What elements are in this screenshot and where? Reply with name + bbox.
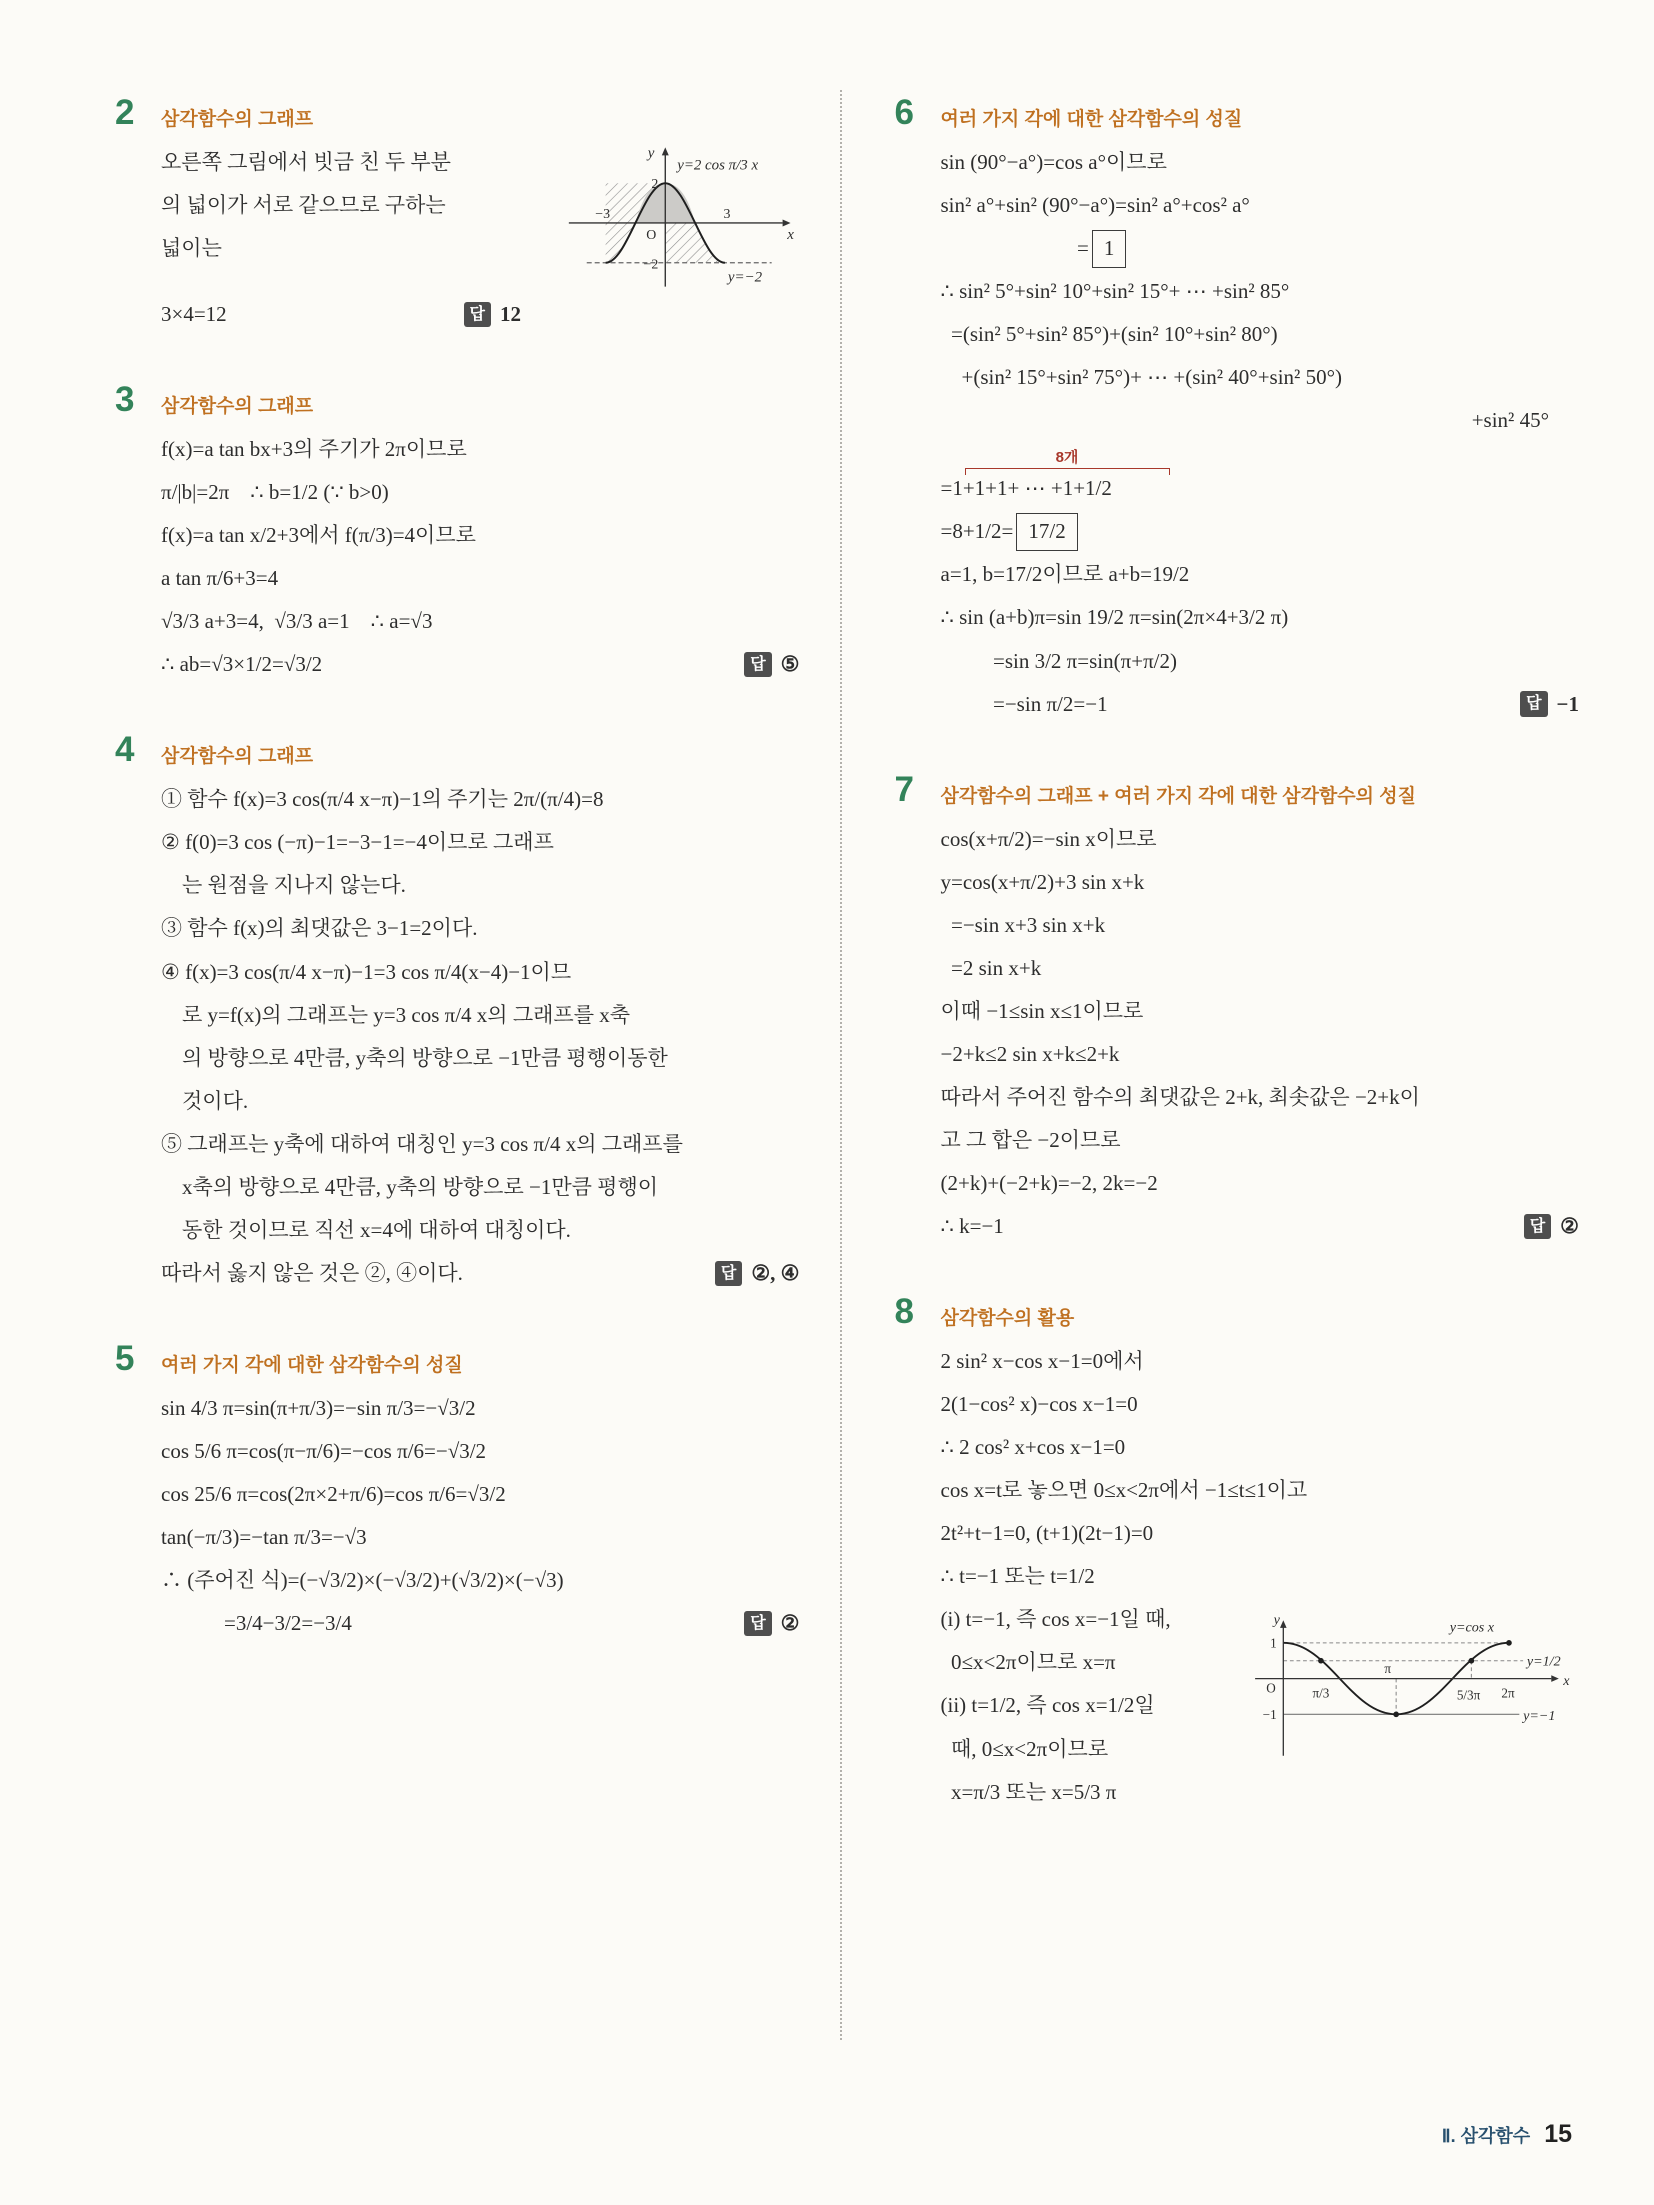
- column-divider: [840, 90, 842, 2040]
- solution-lines: [161, 428, 800, 643]
- math-line: =−sin x+3 sin x+k: [940, 912, 1106, 937]
- math-line: 의 방향으로 4만큼, y축의 방향으로 −1만큼 평행이동한: [161, 1045, 668, 1070]
- answer-badge: 답: [715, 1261, 742, 1286]
- problem-2: [115, 95, 800, 336]
- math-line: 2t²+t−1=0, (t+1)(2t−1)=0: [940, 1521, 1154, 1546]
- problem-number: 6: [894, 93, 914, 132]
- answer-value: ②, ④: [751, 1260, 800, 1285]
- tick-5pi-over-3: 5/3π: [1456, 1687, 1480, 1703]
- solution-lines: [161, 141, 541, 270]
- math-line: =sin 3/2 π=sin(π+π/2): [940, 648, 1178, 673]
- math-line: ① 함수 f(x)=3 cos(π/4 x−π)−1의 주기는 2π/(π/4)=8: [161, 787, 604, 812]
- overbrace-label: 8개: [1055, 449, 1079, 467]
- problem-header: [115, 732, 800, 768]
- answer-row: [161, 1252, 800, 1295]
- x-axis-label: x: [1562, 1673, 1569, 1690]
- math-line: 것이다.: [161, 1088, 249, 1113]
- problem-4: [115, 732, 800, 1295]
- boxed-equation: [941, 510, 1580, 553]
- tick-pi: π: [1383, 1661, 1391, 1677]
- boxed-value: 17/2: [1016, 513, 1077, 551]
- answer-value: −1: [1556, 691, 1579, 716]
- answer-value: ②: [780, 1611, 800, 1636]
- final-equation: 3×4=12: [161, 302, 227, 326]
- y-axis-label: y: [1273, 1612, 1280, 1629]
- final-equation: ∴ ab=√3×1/2=√3/2: [161, 652, 323, 677]
- answer-row: [941, 1205, 1580, 1248]
- intersection-dot: [1506, 1640, 1512, 1646]
- boxed-value: 1: [1092, 230, 1127, 268]
- answer-row: [941, 683, 1580, 726]
- math-line: 동한 것이므로 직선 x=4에 대하여 대칭이다.: [161, 1217, 571, 1242]
- problem-topic: 여러 가지 각에 대한 삼각함수의 성질: [940, 109, 1243, 130]
- problem8-cosine-graph: [1241, 1608, 1580, 1768]
- answer-badge: 답: [1524, 1214, 1551, 1239]
- problem-header: [115, 1338, 800, 1378]
- left-column: [115, 95, 800, 1860]
- answer-badge: 답: [464, 302, 491, 327]
- math-line: cos 25/6 π=cos(2π×2+π/6)=cos π/6=√3/2: [161, 1481, 506, 1506]
- problem-topic: 삼각함수의 그래프: [161, 396, 314, 418]
- y-axis-label: y: [647, 145, 655, 162]
- page-number: 15: [1544, 2120, 1572, 2148]
- math-line: y=cos(x+π/2)+3 sin x+k: [940, 869, 1145, 894]
- problem-number: 7: [894, 769, 914, 809]
- final-equation: 따라서 옳지 않은 것은 ②, ④이다.: [161, 1260, 463, 1285]
- math-line: 로 y=f(x)의 그래프는 y=3 cos π/4 x의 그래프를 x축: [161, 1002, 631, 1027]
- answer-badge: 답: [744, 1611, 771, 1636]
- problem-header: [895, 95, 1580, 131]
- math-line: 넓이는: [161, 236, 222, 261]
- intersection-dot: [1468, 1658, 1474, 1664]
- problem-topic: 삼각함수의 활용: [940, 1308, 1075, 1330]
- math-line: cos(x+π/2)=−sin x이므로: [940, 826, 1157, 851]
- curve-label: y=2 cos π/3 x: [677, 157, 759, 174]
- math-line: (i) t=−1, 즉 cos x=−1일 때,: [940, 1607, 1171, 1632]
- math-line: +(sin² 15°+sin² 75°)+ ⋯ +(sin² 40°+sin² 50°): [940, 365, 1342, 390]
- case-lines: [941, 1598, 1241, 1813]
- solution-lines: [941, 1340, 1580, 1598]
- math-line: 오른쪽 그림에서 빗금 친 두 부분: [161, 150, 451, 174]
- answer-value: ⑤: [780, 652, 800, 677]
- problem-number: 2: [115, 93, 135, 132]
- math-line: cos x=t로 놓으면 0≤x<2π에서 −1≤t≤1이고: [940, 1478, 1308, 1503]
- answer-row: [161, 1602, 800, 1645]
- answer: [744, 1611, 799, 1636]
- problem-6: [895, 95, 1580, 726]
- solution-lines: [941, 818, 1580, 1205]
- problem-topic: 삼각함수의 그래프: [161, 746, 314, 768]
- solution-lines: [941, 141, 1580, 227]
- problem-header: [115, 95, 800, 131]
- math-line: f(x)=a tan bx+3의 주기가 2π이므로: [161, 437, 467, 462]
- math-line: π/|b|=2π ∴ b=1/2 (∵ b>0): [161, 480, 389, 505]
- problem-body: [115, 141, 800, 336]
- math-line: ∴ 2 cos² x+cos x−1=0: [940, 1435, 1126, 1460]
- answer-row: [161, 293, 521, 336]
- problem-3: [115, 382, 800, 686]
- math-line: 2(1−cos² x)−cos x−1=0: [940, 1392, 1138, 1417]
- problem2-cosine-graph: [541, 141, 800, 293]
- math-line: (2+k)+(−2+k)=−2, 2k=−2: [940, 1170, 1158, 1195]
- math-line: =1+1+1+ ⋯ +1+1/2: [940, 476, 1112, 501]
- final-equation: =−sin π/2=−1: [940, 691, 1108, 716]
- ymin-tick-label: −2: [643, 257, 659, 273]
- math-line: ③ 함수 f(x)의 최댓값은 3−1=2이다.: [161, 916, 478, 941]
- math-line: (ii) t=1/2, 즉 cos x=1/2일: [940, 1693, 1155, 1718]
- final-equation: =3/4−3/2=−3/4: [161, 1611, 352, 1636]
- math-line: +sin² 45°: [1471, 408, 1549, 433]
- math-line: a=1, b=17/2이므로 a+b=19/2: [940, 562, 1190, 587]
- math-line: x=π/3 또는 x=5/3 π: [940, 1779, 1117, 1804]
- math-line: ∴ sin² 5°+sin² 10°+sin² 15°+ ⋯ +sin² 85°: [940, 279, 1290, 304]
- problem-number: 5: [115, 1338, 135, 1378]
- math-line: =(sin² 5°+sin² 85°)+(sin² 10°+sin² 80°): [940, 322, 1278, 347]
- math-line: 이때 −1≤sin x≤1이므로: [940, 998, 1144, 1023]
- math-line: 의 넓이가 서로 같으므로 구하는: [161, 193, 446, 218]
- math-line: 0≤x<2π이므로 x=π: [940, 1650, 1116, 1675]
- problem-body: [115, 1387, 800, 1645]
- math-line: 는 원점을 지나지 않는다.: [161, 873, 406, 898]
- x-axis-arrow-icon: [1551, 1676, 1559, 1683]
- problem-number: 4: [115, 730, 135, 770]
- tick-2pi: 2π: [1500, 1685, 1515, 1701]
- problem-body: [895, 1340, 1580, 1814]
- solution-lines: [161, 1387, 800, 1602]
- answer-value: 12: [500, 302, 521, 327]
- equation-text: =8+1/2=: [940, 519, 1014, 544]
- problem-body: [115, 778, 800, 1295]
- problem-topic: 삼각함수의 그래프: [161, 109, 314, 130]
- math-line: −2+k≤2 sin x+k≤2+k: [940, 1041, 1120, 1066]
- math-line: sin (90°−a°)=cos a°이므로: [940, 150, 1167, 174]
- final-equation: ∴ k=−1: [940, 1214, 1004, 1239]
- problem-topic: 여러 가지 각에 대한 삼각함수의 성질: [161, 1354, 463, 1376]
- answer: [1520, 691, 1579, 716]
- boxed-equation: [941, 227, 1580, 270]
- answer: [715, 1261, 800, 1286]
- answer: [744, 652, 799, 677]
- math-line: f(x)=a tan x/2+3에서 f(π/3)=4이므로: [161, 523, 476, 548]
- problem-number: 3: [115, 380, 135, 420]
- problem-body: [115, 428, 800, 686]
- answer: [464, 302, 521, 327]
- problem-header: [894, 769, 1580, 809]
- cases-and-graph-row: [941, 1598, 1580, 1813]
- y-axis-arrow-icon: [662, 147, 669, 155]
- math-line: ∴ t=−1 또는 t=1/2: [940, 1564, 1095, 1589]
- math-line: 고 그 합은 −2이므로: [940, 1127, 1121, 1152]
- neg-line-label: y=−1: [1522, 1708, 1555, 1725]
- answer-value: ②: [1560, 1214, 1579, 1239]
- math-line: ② f(0)=3 cos (−π)−1=−3−1=−4이므로 그래프: [161, 830, 554, 855]
- xpos-tick-label: 3: [723, 206, 731, 222]
- ymax-tick-label: 1: [1269, 1635, 1277, 1651]
- problem-header: [895, 1294, 1580, 1330]
- math-line: a tan π/6+3=4: [161, 566, 279, 591]
- problem-body: [895, 141, 1580, 726]
- problem-topic: 삼각함수의 그래프 + 여러 가지 각에 대한 삼각함수의 성질: [940, 785, 1416, 807]
- ymax-tick-label: 2: [651, 177, 659, 193]
- neg-line-label: y=−2: [727, 269, 763, 286]
- equation-text: =: [940, 236, 1089, 261]
- ymin-tick-label: −1: [1262, 1707, 1277, 1723]
- answer-badge: 답: [1520, 691, 1547, 716]
- math-line: ∴ (주어진 식)=(−√3/2)×(−√3/2)+(√3/2)×(−√3): [161, 1568, 564, 1593]
- math-line: 2 sin² x−cos x−1=0에서: [940, 1349, 1144, 1374]
- curve-label: y=cos x: [1449, 1619, 1494, 1636]
- math-line: tan(−π/3)=−tan π/3=−√3: [161, 1525, 367, 1550]
- problem-body: [895, 818, 1580, 1248]
- half-line-label: y=1/2: [1526, 1653, 1561, 1670]
- answer: [1524, 1214, 1579, 1239]
- x-axis-arrow-icon: [783, 219, 791, 226]
- origin-label: O: [1265, 1681, 1276, 1697]
- math-line: ④ f(x)=3 cos(π/4 x−π)−1=3 cos π/4(x−4)−1이므: [161, 959, 572, 984]
- problem-number: 8: [894, 1292, 914, 1332]
- intersection-dot: [1393, 1712, 1399, 1718]
- y-axis-arrow-icon: [1280, 1621, 1287, 1629]
- math-line: x축의 방향으로 4만큼, y축의 방향으로 −1만큼 평행이: [161, 1174, 659, 1199]
- text-and-graph-row: [161, 141, 800, 293]
- tick-pi-over-3: π/3: [1311, 1685, 1329, 1701]
- problem-7: [894, 769, 1580, 1248]
- math-line: cos 5/6 π=cos(π−π/6)=−cos π/6=−√3/2: [161, 1438, 487, 1463]
- origin-label: O: [646, 227, 657, 243]
- math-line: 따라서 주어진 함수의 최댓값은 2+k, 최솟값은 −2+k이: [940, 1084, 1420, 1109]
- math-line: ⑤ 그래프는 y축에 대하여 대칭인 y=3 cos π/4 x의 그래프를: [161, 1131, 683, 1156]
- math-line: sin² a°+sin² (90°−a°)=sin² a°+cos² a°: [940, 193, 1250, 218]
- xneg-tick-label: −3: [595, 206, 611, 222]
- problem-header: [115, 382, 800, 418]
- x-axis-label: x: [787, 226, 794, 243]
- solution-lines: [161, 778, 800, 1252]
- right-column: [895, 95, 1580, 1860]
- answer-badge: 답: [744, 652, 771, 677]
- two-column-layout: [115, 95, 1579, 1860]
- answer-row: [161, 643, 800, 686]
- math-line: =2 sin x+k: [940, 955, 1042, 980]
- solution-lines: [941, 553, 1580, 682]
- page-footer: [1442, 2120, 1572, 2149]
- solution-lines: [941, 270, 1580, 399]
- problem-8: [895, 1294, 1580, 1814]
- problem-5: [115, 1338, 800, 1645]
- math-line: 때, 0≤x<2π이므로: [940, 1736, 1109, 1761]
- intersection-dot: [1318, 1658, 1324, 1664]
- math-line: √3/3 a+3=4, √3/3 a=1 ∴ a=√3: [161, 609, 433, 634]
- math-line: sin 4/3 π=sin(π+π/3)=−sin π/3=−√3/2: [161, 1395, 476, 1420]
- chapter-label: Ⅱ. 삼각함수: [1441, 2126, 1531, 2146]
- math-line: ∴ sin (a+b)π=sin 19/2 π=sin(2π×4+3/2 π): [940, 605, 1289, 630]
